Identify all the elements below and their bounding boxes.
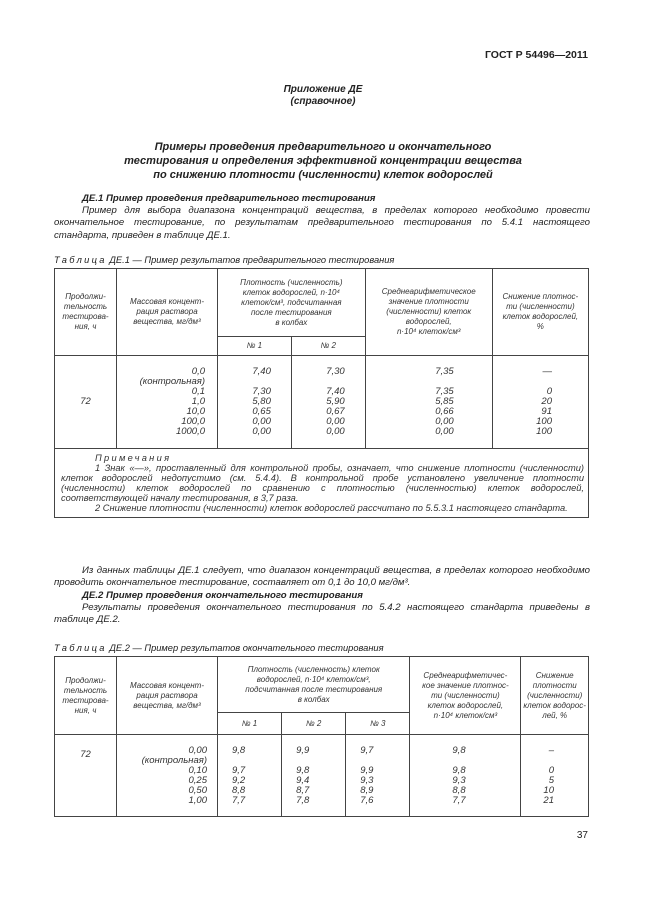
t1-reduction-values: — 0 20 91 100 100	[492, 356, 588, 449]
t2-head-concentration: Массовая концент- рация раствора вещества, мг/дм³	[117, 657, 218, 735]
t2-head-reduction: Снижение плотности (численности) клеток водорос- лей, %	[521, 657, 589, 735]
t1-concentration-values: 0,0 (контрольная) 0,1 1,0 10,0 100,0 1000,0	[117, 356, 218, 449]
t2-mean-values: 9,8 9,8 9,3 8,8 7,7	[410, 735, 521, 817]
section2-text: Результаты проведения окончательного тестирования по 5.4.2 настоящего стандарта приведены в таблице ДЕ.2.	[54, 602, 590, 626]
page-heading	[0, 140, 646, 182]
table2-caption	[54, 643, 384, 653]
t2-concentration-values: 0,00 (контрольная) 0,10 0,25 0,50 1,00	[117, 735, 218, 817]
t2-head-duration: Продолжи- тельность тестирова- ния, ч	[55, 657, 117, 735]
table-1	[54, 268, 589, 518]
section1-title: ДЕ.1 Пример проведения предварительного тестирования	[82, 193, 376, 204]
t2-head-flask-3: № 3	[346, 713, 410, 735]
t1-flask-2-values: 7,30 7,40 5,90 0,67 0,00 0,00	[291, 356, 365, 449]
t2-head-density: Плотность (численность) клеток водорослей, n·10⁴ клеток/см³, подсчитанная после тестирования в колбах	[218, 657, 410, 713]
appendix-subtitle: (справочное)	[290, 96, 356, 107]
t2-flask-2-values: 9,9 9,8 9,4 8,7 7,8	[282, 735, 346, 817]
t1-head-mean: Среднеарифметическое значение плотности (численности) клеток водорослей, n·10⁴ клеток/см³	[365, 269, 492, 356]
t1-duration: 72	[55, 356, 117, 449]
t2-head-flask-2: № 2	[282, 713, 346, 735]
table2-caption-label: Таблица	[54, 643, 107, 653]
t1-head-flask-1: № 1	[218, 337, 292, 356]
t1-note-2: 2 Снижение плотности (численности) клеток водорослей рассчитано по 5.5.3.1 настоящего стандарта.	[95, 503, 568, 513]
appendix-title: Приложение ДЕ	[283, 84, 363, 95]
t1-head-concentration: Массовая концент- рация раствора вещества, мг/дм³	[117, 269, 218, 356]
heading-line-1: Примеры проведения предварительного и окончательного	[154, 141, 492, 153]
table-2	[54, 656, 589, 817]
section2-title: ДЕ.2 Пример проведения окончательного тестирования	[82, 590, 363, 601]
t2-duration: 72	[55, 735, 117, 817]
table2-caption-text: ДЕ.2 — Пример результатов окончательного тестирования	[109, 643, 384, 653]
t2-flask-1-values: 9,8 9,7 9,2 8,8 7,7	[218, 735, 282, 817]
standard-number: ГОСТ Р 54496—2011	[484, 49, 588, 61]
t1-note-1: 1 Знак «—», проставленный для контрольной пробы, означает, что снижение плотности (численности) клеток водорослей недопустимо (см. 5.4.4). В контрольной пробе установлено увеличение плотности (численности) клеток водорослей по сравнению с плотностью (численностью) клеток водорослей, соответствующей началу тестирования, в 3,7 раза.	[61, 463, 584, 503]
t2-reduction-values: – 0 5 10 21	[521, 735, 589, 817]
t1-head-duration: Продолжи- тельность тестирова- ния, ч	[55, 269, 117, 356]
after-table1-text: Из данных таблицы ДЕ.1 следует, что диапазон концентраций вещества, в пределах которого необходимо проводить окончательное тестирование, составляет от 0,1 до 10,0 мг/дм³.	[54, 565, 590, 589]
t1-notes-title: Примечания	[95, 453, 172, 463]
table1-caption	[54, 255, 394, 265]
t1-notes	[55, 449, 589, 518]
table1-caption-label: Таблица	[54, 255, 107, 265]
heading-line-3: по снижению плотности (численности) клеток водорослей	[153, 169, 493, 181]
t2-head-mean: Среднеарифметичес- кое значение плотнос- ти (численности) клеток водорослей, n·10⁴ клеток/см³	[410, 657, 521, 735]
section1-text: Пример для выбора диапазона концентраций вещества, в пределах которого необходимо провести окончательное тестирование, по результатам предварительного тестирования по 5.4.1 настоящего стандарта, приведен в таблице ДЕ.1.	[54, 205, 590, 241]
t1-head-flask-2: № 2	[291, 337, 365, 356]
t2-head-flask-1: № 1	[218, 713, 282, 735]
t2-flask-3-values: 9,7 9,9 9,3 8,9 7,6	[346, 735, 410, 817]
page-number: 37	[576, 830, 588, 841]
table1-caption-text: ДЕ.1 — Пример результатов предварительного тестирования	[109, 255, 395, 265]
t1-head-reduction: Снижение плотнос- ти (численности) клеток водорослей, %	[492, 269, 588, 356]
t1-mean-values: 7,35 7,35 5,85 0,66 0,00 0,00	[365, 356, 492, 449]
t1-head-density: Плотность (численность) клеток водорослей, n·10⁴ клеток/см³, подсчитанная после тестирования в колбах	[218, 269, 366, 337]
t1-flask-1-values: 7,40 7,30 5,80 0,65 0,00 0,00	[218, 356, 292, 449]
heading-line-2: тестирования и определения эффективной концентрации вещества	[124, 155, 522, 167]
